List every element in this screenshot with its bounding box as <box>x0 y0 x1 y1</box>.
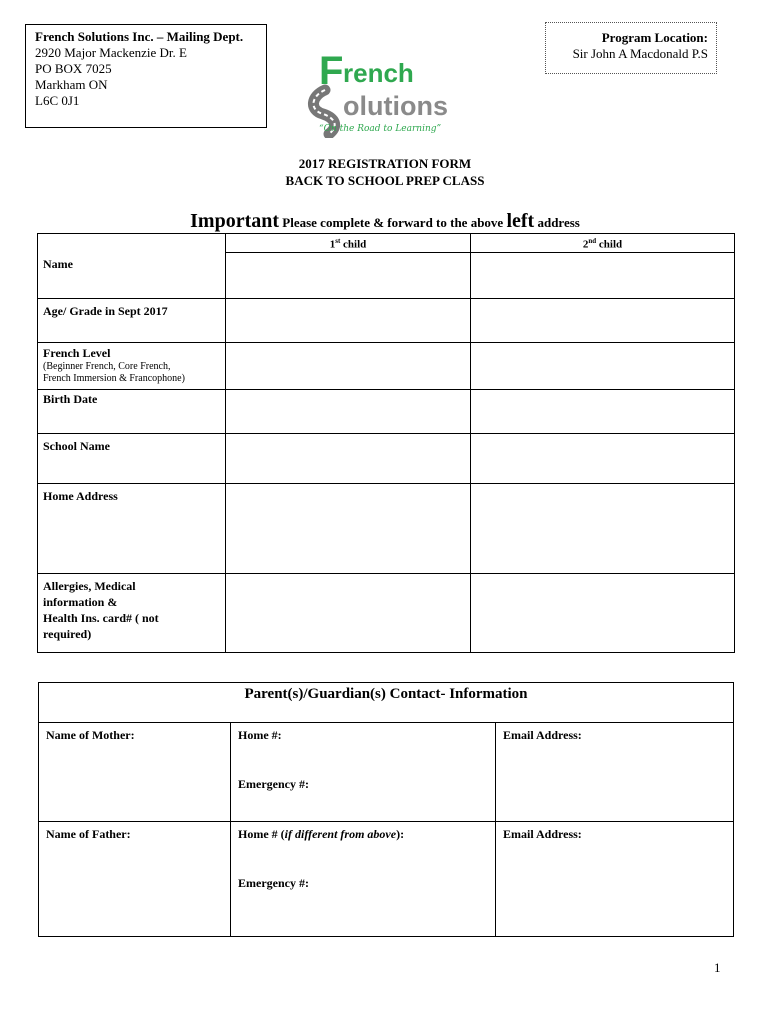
french-level-note-1: (Beginner French, Core French, <box>43 360 171 372</box>
row-father <box>39 822 734 937</box>
label-age-grade: Age/ Grade in Sept 2017 <box>38 298 226 342</box>
important-instruction <box>0 210 770 234</box>
mother-phones[interactable] <box>231 723 496 822</box>
header-empty <box>38 234 226 253</box>
page-number: 1 <box>714 960 721 975</box>
field-age-child2[interactable] <box>471 298 735 342</box>
row-french-level <box>38 342 735 389</box>
row-mother <box>39 723 734 822</box>
children-table <box>37 233 735 653</box>
row-age <box>38 298 735 342</box>
row-school-name <box>38 433 735 483</box>
mailing-line-3: Markham ON <box>35 77 108 92</box>
children-header-row <box>38 234 735 253</box>
field-french-level-child1[interactable] <box>226 342 471 389</box>
parents-heading-row <box>39 683 734 723</box>
french-solutions-logo <box>305 42 465 138</box>
program-location-value: Sir John A Macdonald P.S <box>572 46 708 61</box>
logo-word-rench: rench <box>343 58 414 88</box>
mailing-line-1: 2920 Major Mackenzie Dr. E <box>35 45 187 60</box>
field-age-child1[interactable] <box>226 298 471 342</box>
field-allergies-child1[interactable] <box>226 573 471 652</box>
label-mother-home: Home #: <box>238 728 282 742</box>
row-home-address <box>38 483 735 573</box>
field-french-level-child2[interactable] <box>471 342 735 389</box>
logo-letter-f: F <box>319 49 344 93</box>
field-name-child1[interactable] <box>226 252 471 298</box>
logo-word-olutions: olutions <box>343 91 448 121</box>
field-school-child2[interactable] <box>471 433 735 483</box>
field-birth-child1[interactable] <box>226 389 471 433</box>
label-mother-email[interactable]: Email Address: <box>496 723 734 822</box>
mailing-line-4: L6C 0J1 <box>35 93 80 108</box>
field-allergies-child2[interactable] <box>471 573 735 652</box>
french-level-note-2: French Immersion & Francophone) <box>43 372 185 384</box>
label-father-emergency: Emergency #: <box>238 876 309 890</box>
field-name-child2[interactable] <box>471 252 735 298</box>
form-title-line-2: BACK TO SCHOOL PREP CLASS <box>285 173 485 188</box>
important-word: Important <box>190 210 280 232</box>
label-mother-emergency: Emergency #: <box>238 777 309 791</box>
field-address-child2[interactable] <box>471 483 735 573</box>
label-home-address: Home Address <box>38 483 226 573</box>
important-text-2: address <box>537 215 580 230</box>
mailing-address-box <box>25 24 267 128</box>
mailing-line-2: PO BOX 7025 <box>35 61 112 76</box>
label-father-home: Home # (if different from above): <box>238 827 405 841</box>
label-french-level <box>38 342 226 389</box>
label-birth-date: Birth Date <box>38 389 226 433</box>
label-school-name: School Name <box>38 433 226 483</box>
important-text-1: Please complete & forward to the above <box>282 215 504 230</box>
form-title <box>0 155 770 189</box>
row-allergies <box>38 573 735 652</box>
label-mother[interactable]: Name of Mother: <box>39 723 231 822</box>
header-first-child: 1st child <box>226 234 471 253</box>
program-location-label: Program Location: <box>601 30 708 45</box>
row-name <box>38 252 735 298</box>
header-second-child: 2nd child <box>471 234 735 253</box>
french-level-title: French Level <box>43 345 111 360</box>
parents-heading: Parent(s)/Guardian(s) Contact- Information <box>39 683 734 723</box>
important-left-word: left <box>506 210 535 232</box>
label-name: Name <box>38 252 226 298</box>
field-school-child1[interactable] <box>226 433 471 483</box>
parents-table <box>38 682 734 937</box>
logo-tagline: “On the Road to Learning” <box>319 124 442 134</box>
mailing-company: French Solutions Inc. – Mailing Dept. <box>35 29 244 44</box>
form-title-line-1: 2017 REGISTRATION FORM <box>298 156 472 171</box>
label-father-email[interactable]: Email Address: <box>496 822 734 937</box>
father-phones[interactable] <box>231 822 496 937</box>
row-birth-date <box>38 389 735 433</box>
field-address-child1[interactable] <box>226 483 471 573</box>
program-location-box <box>545 22 717 74</box>
label-father[interactable]: Name of Father: <box>39 822 231 937</box>
field-birth-child2[interactable] <box>471 389 735 433</box>
label-allergies: Allergies, Medical information & Health Ins. card# ( not required) <box>38 573 226 652</box>
